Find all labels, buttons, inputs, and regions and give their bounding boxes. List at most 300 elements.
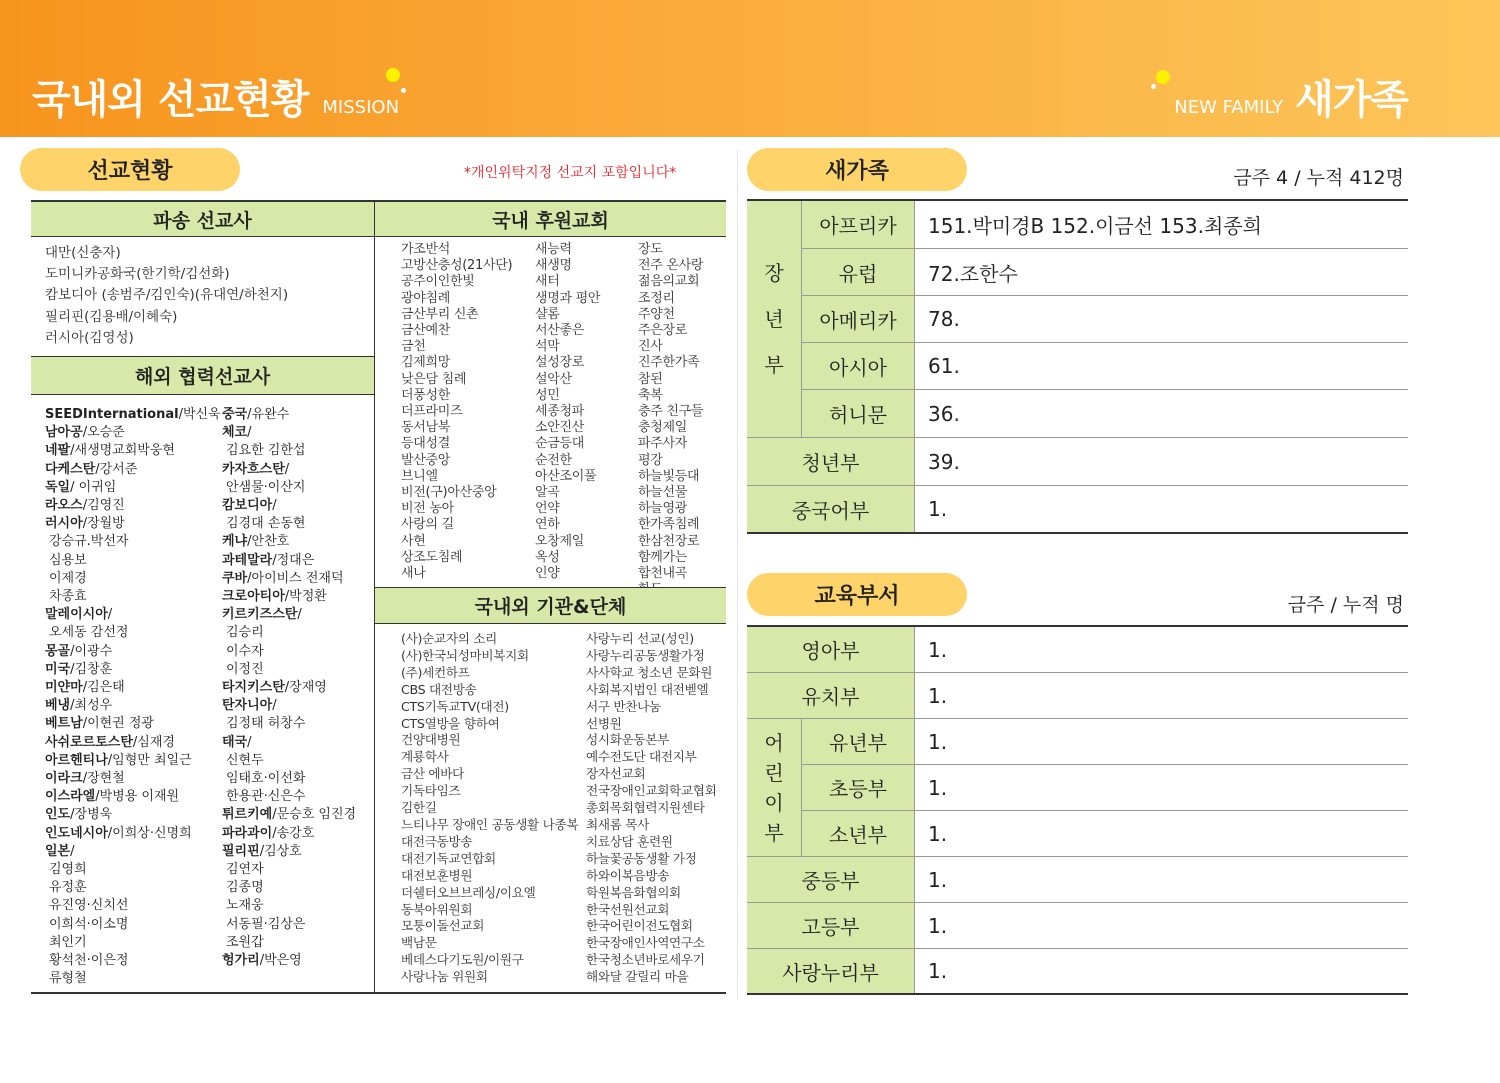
row-value: 1. xyxy=(928,959,948,983)
country-name: 캄보디아 xyxy=(222,498,273,514)
missionary-names: /정대은 xyxy=(272,552,315,568)
missionary-entry xyxy=(45,952,221,970)
country-name: 탄자니아 xyxy=(222,698,273,714)
country-name: 이스라엘 xyxy=(45,789,96,805)
missionary-entry xyxy=(222,406,356,424)
list-item: 주양천 xyxy=(638,306,675,322)
list-item: 상조도침례 xyxy=(401,549,463,565)
missionary-entry xyxy=(222,752,356,770)
missionary-names: /오승준 xyxy=(82,425,125,441)
list-item: 오창제일 xyxy=(535,533,585,549)
missionary-entry xyxy=(45,734,221,752)
missionary-entry xyxy=(222,788,356,806)
row-label: 아메리카 xyxy=(802,296,914,342)
list-item: 아산조이풀 xyxy=(535,468,597,484)
white-dot-icon xyxy=(401,88,406,93)
list-item: 연하 xyxy=(535,517,560,533)
list-item: 대전극동방송 xyxy=(401,833,473,849)
missionary-names: 김종명 xyxy=(226,880,264,896)
missionary-entry xyxy=(222,770,356,788)
missionary-entry xyxy=(222,916,356,934)
list-item: 알곡 xyxy=(535,485,560,501)
missionary-names: 이제경 xyxy=(49,570,87,586)
missionary-names: /이광수 xyxy=(70,643,113,659)
list-item: 서산좋은 xyxy=(535,323,585,339)
country-name: 남아공 xyxy=(45,425,83,441)
list-item: 순금등대 xyxy=(535,436,585,452)
banner-right-title: 새가족 xyxy=(1295,77,1408,123)
missionary-entry xyxy=(222,624,356,642)
divider xyxy=(914,201,915,532)
newfamily-section-pill: 새가족 xyxy=(747,148,967,191)
banner-left-subtitle: MISSION xyxy=(322,97,400,118)
country-name: 타지키스탄 xyxy=(222,680,285,696)
newfamily-table xyxy=(747,199,1408,534)
missionary-entry xyxy=(45,916,221,934)
list-item: 하늘선물 xyxy=(638,485,688,501)
list-item: 하늘영광 xyxy=(638,501,688,517)
list-item: 브니엘 xyxy=(401,468,438,484)
list-item: 가조반석 xyxy=(401,242,451,257)
missionary-names: 김경대 손동현 xyxy=(226,516,306,532)
missionary-entry xyxy=(222,661,356,679)
list-item: 새생명 xyxy=(535,258,572,274)
list-item: 동서남북 xyxy=(401,420,451,436)
list-item: 금천 xyxy=(401,339,426,355)
list-item: 한국어린이전도협회 xyxy=(586,918,693,934)
list-item: 샬롬 xyxy=(535,306,560,322)
country-name: 파라과이 xyxy=(222,825,273,841)
missionary-entry xyxy=(222,715,356,733)
list-item: 더프라미즈 xyxy=(401,404,463,420)
missionary-entry xyxy=(45,697,221,715)
missionary-names: /장현철 xyxy=(82,771,125,787)
row-label: 초등부 xyxy=(802,765,914,810)
list-item: 장도 xyxy=(638,242,663,257)
missionary-entry xyxy=(45,843,221,861)
list-item: 대만(신충자) xyxy=(45,245,121,261)
list-item: 고방산충성(21사단) xyxy=(401,258,513,274)
missionary-entry xyxy=(222,934,356,952)
row-value: 61. xyxy=(928,354,960,378)
list-item: 예수전도단 대전지부 xyxy=(586,749,697,765)
missionary-entry xyxy=(222,552,356,570)
missionary-entry xyxy=(222,643,356,661)
list-item: 주은장로 xyxy=(638,323,688,339)
missionary-entry xyxy=(222,697,356,715)
missionary-names: 류형철 xyxy=(49,971,87,987)
row-label: 중등부 xyxy=(747,857,914,902)
domestic-churches-header: 국내 후원교회 xyxy=(375,202,726,237)
list-item: 도미니카공화국(한기학/김선화) xyxy=(45,266,230,283)
list-item: (사)한국뇌성마비복지회 xyxy=(401,647,529,663)
organizations-column-2 xyxy=(586,631,717,986)
missionary-names: 이정진 xyxy=(226,661,264,677)
country-name: SEEDInternational xyxy=(45,407,179,422)
missionary-names: 차종효 xyxy=(49,589,87,605)
row-value: 151.박미경B 152.이금선 153.최종희 xyxy=(928,214,1262,238)
missionary-names: / xyxy=(272,698,277,714)
missionary-entry xyxy=(45,643,221,661)
missionary-names: /안찬호 xyxy=(247,534,290,550)
missionary-names: 김승리 xyxy=(226,625,264,641)
missionary-entry xyxy=(45,533,221,551)
country-name: 과테말라 xyxy=(222,552,273,568)
overseas-partners-header: 해외 협력선교사 xyxy=(31,357,374,395)
list-item: (사)순교자의 소리 xyxy=(401,631,497,646)
banner-left-title: 국내외 선교현황 xyxy=(32,77,309,123)
row-value: 1. xyxy=(928,683,948,708)
list-item: 선병원 xyxy=(586,715,622,731)
missionary-entry xyxy=(45,934,221,952)
list-item: 젊음의교회 xyxy=(638,274,700,290)
list-item: 금산부리 신촌 xyxy=(401,306,479,322)
mission-section-pill: 선교현황 xyxy=(20,148,240,191)
list-item: 평강 xyxy=(638,452,663,468)
country-name: 미얀마 xyxy=(45,680,83,696)
list-item: 한국청소년바로세우기 xyxy=(586,952,705,968)
list-item: 하늘빛등대 xyxy=(638,468,700,484)
list-item: 축복 xyxy=(638,387,663,403)
missionary-entry xyxy=(222,588,356,606)
missionary-entry xyxy=(222,806,356,824)
missionary-names: / xyxy=(70,843,75,859)
missionary-names: 김영희 xyxy=(49,862,87,878)
missionary-names: 최인기 xyxy=(49,934,87,950)
list-item: 동북아위원회 xyxy=(401,901,473,917)
list-item: 해와달 갈릴리 마을 xyxy=(586,969,689,985)
list-item: 한가족침례 xyxy=(638,517,700,533)
country-name: 네팔 xyxy=(45,443,71,459)
list-item: 비전(구)아산중앙 xyxy=(401,485,497,501)
yellow-dot-icon xyxy=(1156,70,1170,84)
missionary-entry xyxy=(45,570,221,588)
country-name: 튀르키예 xyxy=(222,807,273,823)
list-item: 필리핀(김용배/이혜숙) xyxy=(45,308,178,325)
group-label-adults: 장 년 부 xyxy=(747,201,801,437)
missionary-names: 한용관·신은수 xyxy=(226,789,306,805)
missionary-entry xyxy=(222,424,356,442)
missionary-names: /김은태 xyxy=(82,680,125,696)
list-item: 기독타임즈 xyxy=(401,783,461,799)
missionary-names: /심재경 xyxy=(132,734,175,750)
country-name: 말레이시아 xyxy=(45,607,108,623)
row-label: 청년부 xyxy=(747,438,914,485)
country-name: 아르헨티나 xyxy=(45,752,108,768)
missionary-entry xyxy=(45,624,221,642)
banner-left-title-group xyxy=(32,68,399,125)
list-item: 낮은담 침례 xyxy=(401,371,467,387)
row-label: 사랑누리부 xyxy=(747,949,914,993)
list-item: 참된 xyxy=(638,371,663,387)
list-item: 한국선원선교회 xyxy=(586,901,670,917)
list-item: 전주 온사랑 xyxy=(638,258,704,274)
missionary-names: 신현두 xyxy=(226,752,264,768)
missionary-names: /김영진 xyxy=(82,498,125,514)
missionary-names: /새생명교회박웅현 xyxy=(70,443,175,459)
list-item: 계룡학사 xyxy=(401,749,449,765)
missionary-entry xyxy=(222,442,356,460)
overseas-partners-column-1 xyxy=(45,406,221,989)
missionary-names: / xyxy=(272,498,277,514)
missionary-entry xyxy=(45,806,221,824)
list-item: 백남문 xyxy=(401,935,437,951)
missionary-entry xyxy=(222,879,356,897)
list-item: 금산예찬 xyxy=(401,323,451,339)
missionary-names: /장재영 xyxy=(284,680,327,696)
missionary-names: / xyxy=(107,607,113,623)
row-value: 1. xyxy=(928,913,948,938)
missionary-entry xyxy=(45,606,221,624)
missionary-entry xyxy=(45,552,221,570)
missionary-names: / 이귀임 xyxy=(70,479,117,495)
newfamily-summary: 금주 4 / 누적 412명 xyxy=(1233,167,1404,189)
list-item: 비전 농아 xyxy=(401,501,454,517)
list-item: 금산 에바다 xyxy=(401,766,465,782)
missionary-names: /박신욱 xyxy=(178,407,221,422)
list-item: 장자선교회 xyxy=(586,766,646,782)
list-item: 건양대병원 xyxy=(401,732,461,748)
list-item: 합천내곡 xyxy=(638,566,688,582)
missionary-names: 김정태 허창수 xyxy=(226,716,306,732)
row-value: 1. xyxy=(928,821,948,846)
missionary-names: /강서준 xyxy=(95,461,138,477)
missionary-entry xyxy=(222,461,356,479)
sent-missionaries-header: 파송 선교사 xyxy=(31,202,374,237)
missionary-entry xyxy=(222,825,356,843)
country-name: 중국 xyxy=(222,407,248,422)
missionary-names: /이희상·신명희 xyxy=(107,825,192,841)
missionary-entry xyxy=(45,970,221,988)
country-name: 이라크 xyxy=(45,771,83,787)
missionary-names: 김요한 김한섭 xyxy=(226,443,306,459)
list-item: 캄보디아 (송범주/김인숙)(유대연/하천지) xyxy=(45,287,289,304)
header-banner xyxy=(0,0,1500,137)
missionary-entry xyxy=(45,770,221,788)
list-item: 더쉘터오브브레싱/이요엘 xyxy=(401,884,536,900)
missionary-entry xyxy=(45,406,221,424)
missionary-names: 이희석·이소명 xyxy=(49,916,129,932)
missionary-names: 유정훈 xyxy=(49,880,87,896)
missionary-names: /장월방 xyxy=(82,516,125,532)
missionary-entry xyxy=(222,497,356,515)
list-item: 설악산 xyxy=(535,371,572,387)
education-section-pill: 교육부서 xyxy=(747,573,967,616)
country-name: 태국 xyxy=(222,734,248,750)
churches-column-1 xyxy=(401,242,512,582)
country-name: 사쉬로르토스탄 xyxy=(45,734,133,750)
missionary-names: /문승호 임진경 xyxy=(272,807,357,823)
country-name: 베트남 xyxy=(45,716,83,732)
missionary-entry xyxy=(45,479,221,497)
country-name: 쿠바 xyxy=(222,570,248,586)
missionary-names: 황석천·이은정 xyxy=(49,953,129,969)
missionary-entry xyxy=(45,515,221,533)
list-item: CTS기독교TV(대전) xyxy=(401,698,509,714)
list-item: CTS열방을 향하여 xyxy=(401,715,500,731)
list-item: 새능력 xyxy=(535,242,572,257)
country-name: 필리핀 xyxy=(222,843,260,859)
missionary-entry xyxy=(45,461,221,479)
missionary-entry xyxy=(45,661,221,679)
country-name: 미국 xyxy=(45,661,71,677)
row-label: 소년부 xyxy=(802,811,914,856)
missionary-entry xyxy=(222,952,356,970)
list-item: 광야침례 xyxy=(401,290,451,306)
yellow-dot-icon xyxy=(386,68,400,82)
country-name: 라오스 xyxy=(45,498,83,514)
list-item: 대전기독교연합회 xyxy=(401,850,496,866)
missionary-entry xyxy=(45,861,221,879)
list-item: 느티나무 장애인 공동생활 나종복 xyxy=(401,816,579,832)
list-item: 김제희망 xyxy=(401,355,451,371)
overseas-partners-column-2 xyxy=(222,406,356,970)
missionary-names: /유완수 xyxy=(247,407,290,422)
list-item: 사사학교 청소년 문화원 xyxy=(586,664,713,680)
education-table xyxy=(747,625,1408,995)
list-item: 하늘꽃공동생활 가정 xyxy=(586,850,697,866)
organizations-header: 국내외 기관&단체 xyxy=(375,588,726,624)
missionary-names: /아이비스 전재덕 xyxy=(247,570,344,586)
list-item: 인양 xyxy=(535,566,560,582)
list-item: 전국장애인교회학교협회 xyxy=(586,783,717,799)
country-name: 몽골 xyxy=(45,643,71,659)
list-item: 발산중앙 xyxy=(401,452,451,468)
list-item: 새터 xyxy=(535,274,560,290)
list-item: 공주이인한빛 xyxy=(401,274,475,290)
missionary-names: 서동필·김상은 xyxy=(226,916,306,932)
missionary-names: 심용보 xyxy=(49,552,87,568)
list-item: 치료상담 훈련원 xyxy=(586,833,673,849)
list-item: 학원복음화협의회 xyxy=(586,884,681,900)
missionary-entry xyxy=(222,861,356,879)
missionary-names: 오세동 감선정 xyxy=(49,625,129,641)
missionary-entry xyxy=(45,715,221,733)
list-item: 사랑나눔 위원회 xyxy=(401,969,488,985)
row-value: 36. xyxy=(928,401,960,426)
missionary-names: /임형만 최일근 xyxy=(107,752,192,768)
list-item: 옥성 xyxy=(535,549,560,565)
list-item: 하와이복음방송 xyxy=(586,867,670,883)
missionary-entry xyxy=(222,479,356,497)
row-label: 유년부 xyxy=(802,719,914,764)
missionary-entry xyxy=(222,515,356,533)
list-item: 김한길 xyxy=(401,800,437,816)
row-value: 1. xyxy=(928,775,948,800)
missionary-names: / xyxy=(284,461,290,477)
list-item: 베데스다기도원/이원구 xyxy=(401,952,524,968)
row-label: 아프리카 xyxy=(802,201,914,248)
missionary-names: /박은영 xyxy=(259,953,302,969)
missionary-entry xyxy=(222,843,356,861)
country-name: 일본 xyxy=(45,843,71,859)
list-item: 순전한 xyxy=(535,452,572,468)
list-item: 설성장로 xyxy=(535,355,585,371)
missionary-entry xyxy=(45,879,221,897)
list-item: 진사 xyxy=(638,339,663,355)
missionary-names: /김상호 xyxy=(259,843,302,859)
row-label: 고등부 xyxy=(747,903,914,948)
missionary-entry xyxy=(45,897,221,915)
list-item: CBS 대전방송 xyxy=(401,681,477,697)
row-value: 1. xyxy=(928,637,948,662)
list-item: 충청제일 xyxy=(638,420,688,436)
banner-right-subtitle: NEW FAMILY xyxy=(1174,97,1284,118)
country-name: 키르키즈스탄 xyxy=(222,607,298,623)
row-label: 유럽 xyxy=(802,249,914,295)
missionary-names: / xyxy=(297,607,302,623)
list-item: 성시화운동본부 xyxy=(586,732,670,748)
row-value: 78. xyxy=(928,307,960,331)
row-label: 중국어부 xyxy=(747,486,914,532)
column-separator xyxy=(737,150,738,1000)
missionary-names: / xyxy=(247,425,252,441)
missionary-names: 김연자 xyxy=(226,862,264,878)
missionary-names: /김창훈 xyxy=(70,661,113,677)
missionary-entry xyxy=(45,424,221,442)
list-item: 충주 친구들 xyxy=(638,404,704,420)
missionary-entry xyxy=(45,588,221,606)
list-item: 러시아(김영성) xyxy=(45,329,134,346)
missionary-entry xyxy=(45,679,221,697)
divider xyxy=(914,627,915,993)
list-item: 언약 xyxy=(535,501,560,517)
row-value: 1. xyxy=(928,497,948,521)
list-item: 사랑누리공동생활가정 xyxy=(586,647,705,663)
list-item: 등대성결 xyxy=(401,436,451,452)
list-item: 파주사자 xyxy=(638,436,688,452)
missionary-entry xyxy=(222,606,356,624)
list-item: 총회목회협력지원센타 xyxy=(586,800,705,816)
country-name: 크로아티아 xyxy=(222,589,285,605)
country-name: 카자흐스탄 xyxy=(222,461,285,477)
missionary-entry xyxy=(45,788,221,806)
missionary-names: 안샘물·이산지 xyxy=(226,479,306,495)
list-item: 새나 xyxy=(401,566,426,582)
list-item: 사랑누리 선교(성인) xyxy=(586,631,694,646)
list-item: 세종청파 xyxy=(535,404,585,420)
education-summary: 금주 / 누적 명 xyxy=(1287,594,1404,616)
missionary-names: /장병욱 xyxy=(70,807,113,823)
row-label: 유치부 xyxy=(747,673,914,718)
list-item: 모퉁이돌선교회 xyxy=(401,918,485,934)
missionary-names: /최성우 xyxy=(70,698,113,714)
missionary-names: 조원갑 xyxy=(226,934,264,950)
list-item: 생명과 평안 xyxy=(535,290,601,306)
missionary-entry xyxy=(45,752,221,770)
churches-column-2 xyxy=(535,242,600,582)
sent-missionaries-list xyxy=(45,243,288,349)
country-name: 러시아 xyxy=(45,516,83,532)
list-item: 서구 반찬나눔 xyxy=(586,698,661,714)
missionary-entry xyxy=(222,897,356,915)
list-item: 최새롬 목사 xyxy=(586,816,650,832)
country-name: 베냉 xyxy=(45,698,71,714)
missionary-names: /박정환 xyxy=(284,589,327,605)
row-label: 허니문 xyxy=(802,390,914,437)
missionary-names: 강승규.박선자 xyxy=(49,534,129,550)
missionary-names: 임태호·이선화 xyxy=(226,771,306,787)
country-name: 인도 xyxy=(45,807,71,823)
banner-right-title-group xyxy=(1174,68,1408,125)
list-item: 석막 xyxy=(535,339,560,355)
missionary-entry xyxy=(45,442,221,460)
missionary-names: 노재웅 xyxy=(226,898,264,914)
country-name: 인도네시아 xyxy=(45,825,108,841)
missionary-names: 유진영·신치선 xyxy=(49,898,129,914)
group-label-children: 어 린 이 부 xyxy=(747,719,801,856)
white-dot-icon xyxy=(1151,84,1156,89)
